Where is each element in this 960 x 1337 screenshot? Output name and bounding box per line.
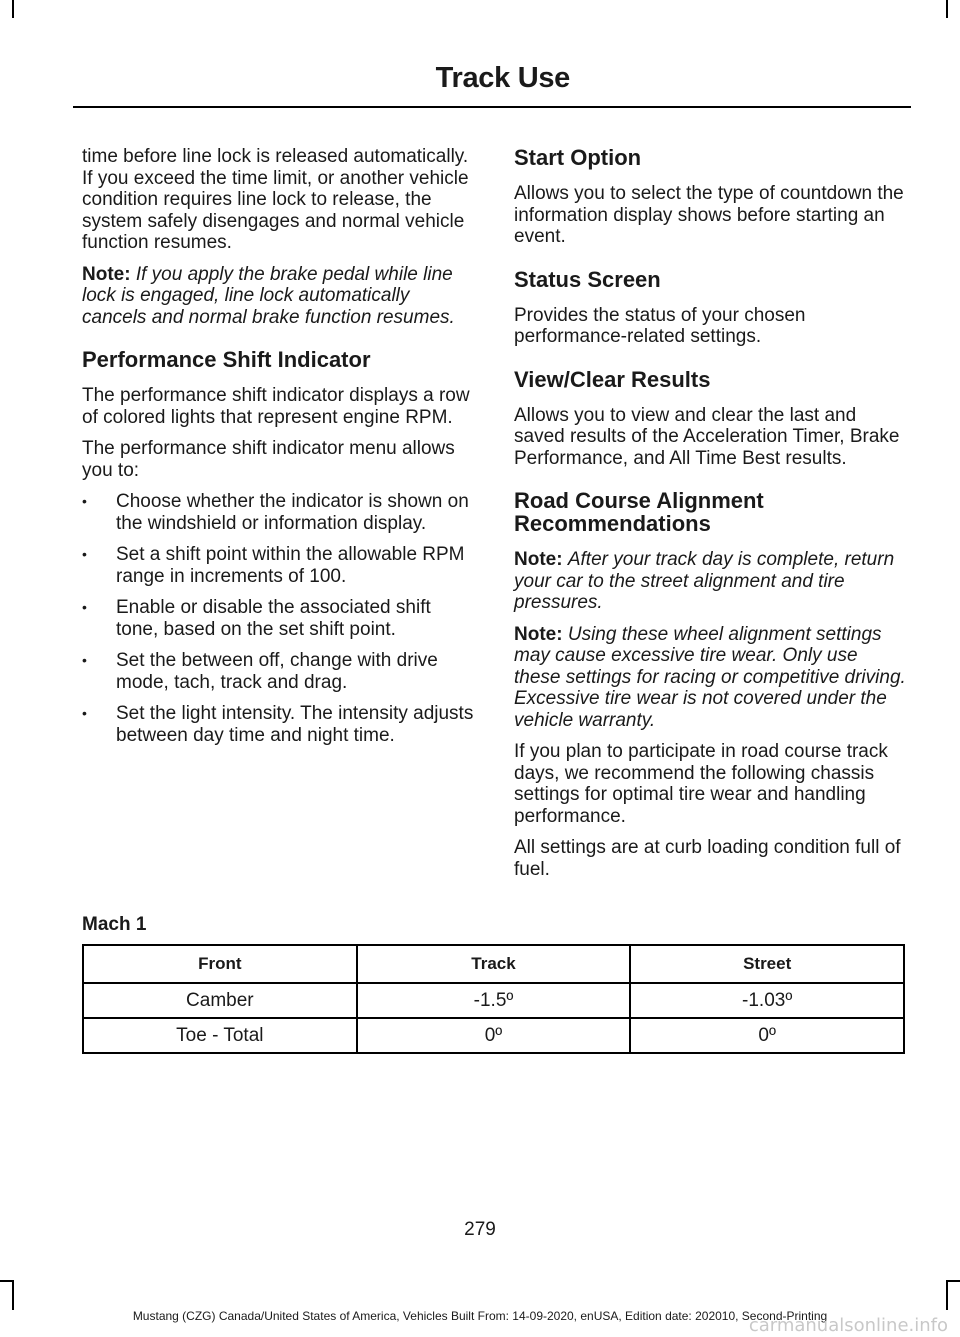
table-cell: 0º (630, 1018, 904, 1053)
note-text: Using these wheel alignment settings may cause excessive tire wear. Only use these settings for racing or competitive driving. Excessive tire wear is not covered under the vehicle warranty. (514, 623, 906, 731)
table-cell: -1.03º (630, 983, 904, 1018)
crop-mark-top-right (946, 0, 948, 18)
table-cell: 0º (357, 1018, 631, 1053)
start-option-text: Allows you to select the type of countdown the information display shows before starting an event. (514, 183, 904, 247)
table-cell: -1.5º (357, 983, 631, 1018)
note-label: Note: (514, 549, 563, 570)
shift-indicator-paragraph-2: The performance shift indicator menu allows you to: (82, 438, 455, 481)
list-item: • Set the light intensity. The intensity adjusts between day time and night time. (82, 703, 474, 746)
table-cell: Camber (83, 983, 357, 1018)
list-item: • Set a shift point within the allowable RPM range in increments of 100. (82, 544, 474, 587)
section-heading-road-course: Road Course Alignment Recommendations (514, 488, 764, 536)
page-title: Track Use (435, 62, 570, 94)
table-header-cell: Track (357, 945, 631, 983)
list-item: • Enable or disable the associated shift tone, based on the set shift point. (82, 597, 474, 640)
watermark: carmanualsonline.info (748, 1315, 948, 1336)
view-clear-text: Allows you to view and clear the last and saved results of the Acceleration Timer, Brake Performance, and All Time Best results. (514, 404, 900, 469)
section-heading-start-option: Start Option (514, 145, 642, 170)
table-header-cell: Street (630, 945, 904, 983)
crop-mark-bottom-left-h (0, 1280, 12, 1282)
crop-mark-bottom-right-h (948, 1280, 960, 1282)
table-title: Mach 1 (82, 914, 147, 935)
footer-text: Mustang (CZG) Canada/United States of America, Vehicles Built From: 14-09-2020, enUSA, Edition date: 202010, Second-Printing (132, 1309, 828, 1323)
section-heading-status-screen: Status Screen (514, 266, 661, 292)
section-heading-performance-shift-indicator: Performance Shift Indicator (82, 347, 371, 372)
status-screen-text: Provides the status of your chosen performance-related settings. (514, 304, 806, 347)
note-label: Note: (82, 263, 131, 285)
note-text: After your track day is complete, return your car to the street alignment and tire pressures. (514, 549, 895, 613)
road-course-note-1 (514, 549, 906, 614)
note-label: Note: (514, 623, 563, 645)
table-row (83, 983, 904, 1018)
shift-indicator-bullet-list (82, 491, 474, 746)
section-heading-view-clear-results: View/Clear Results (514, 366, 711, 392)
alignment-table (82, 944, 905, 1054)
table-header-row (83, 945, 904, 983)
page-number: 279 (464, 1219, 496, 1240)
right-column (514, 146, 906, 890)
note-text: If you apply the brake pedal while line lock is engaged, line lock automatically cancels and normal brake function resumes. (82, 263, 455, 328)
crop-mark-bottom-left (12, 1280, 14, 1310)
road-course-note-2 (514, 624, 906, 732)
crop-mark-bottom-right (946, 1280, 948, 1310)
crop-mark-top-left (12, 0, 14, 18)
list-item: • Choose whether the indicator is shown on the windshield or information display. (82, 491, 474, 534)
shift-indicator-paragraph-1: The performance shift indicator displays a row of colored lights that represent engine RPM. (82, 385, 470, 428)
line-lock-note (82, 264, 474, 329)
road-course-paragraph-1: If you plan to participate in road course track days, we recommend the following chassis settings for optimal tire wear and handling performance. (514, 741, 888, 827)
list-item: • Set the between off, change with drive mode, tach, track and drag. (82, 650, 474, 693)
table-row (83, 1018, 904, 1053)
intro-paragraph: time before line lock is released automatically. If you exceed the time limit, or another vehicle condition requires line lock to release, the system safely disengages and normal vehicle function resumes. (82, 146, 469, 253)
table-cell: Toe - Total (83, 1018, 357, 1053)
header-divider (73, 106, 911, 108)
road-course-paragraph-2: All settings are at curb loading condition full of fuel. (514, 837, 901, 880)
left-column (82, 146, 474, 756)
table-header-cell: Front (83, 945, 357, 983)
